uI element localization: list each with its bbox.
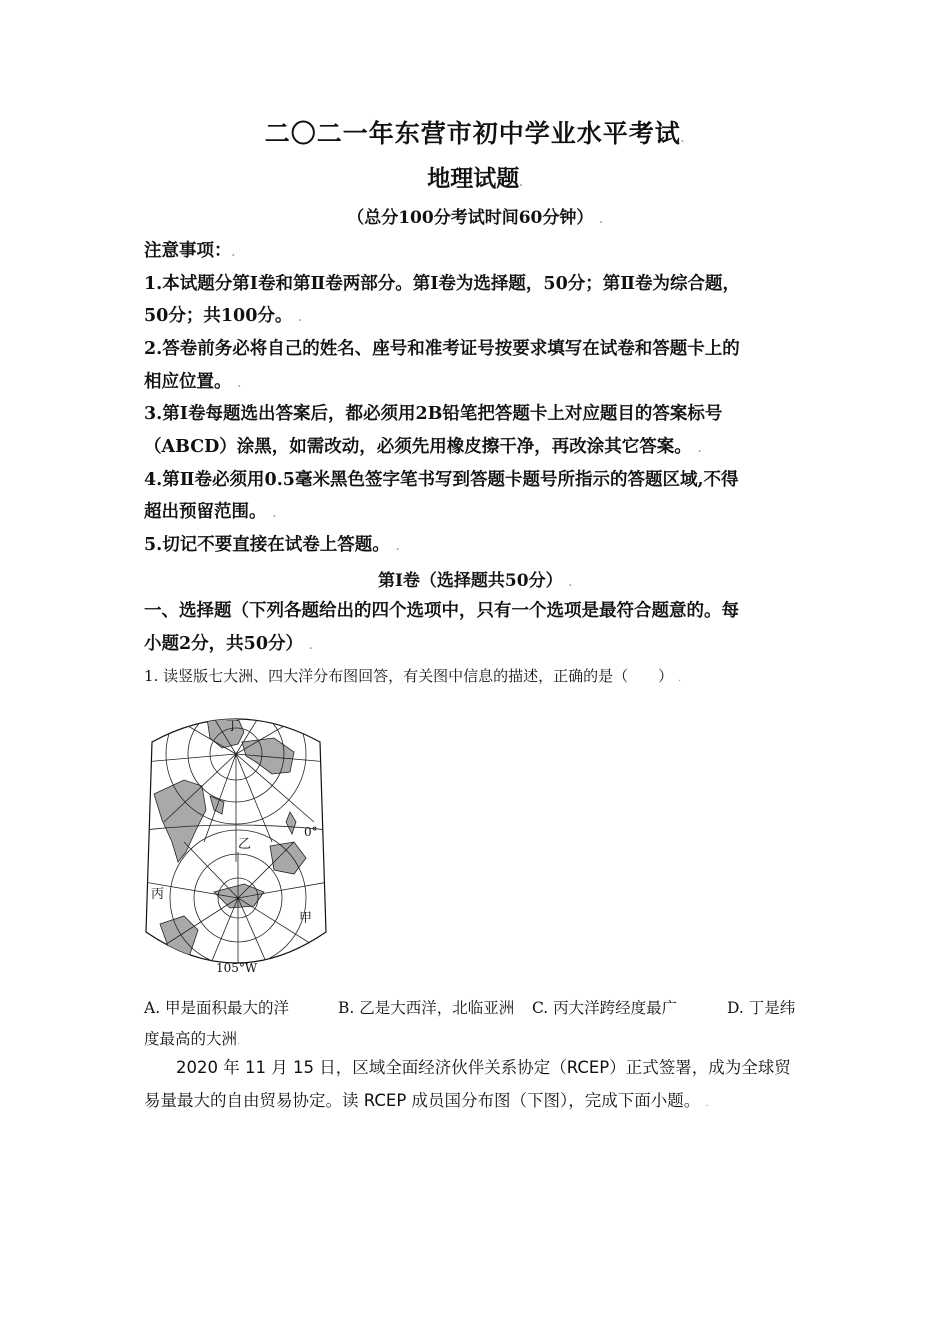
passage-line: 2020 年 11 月 15 日，区域全面经济伙伴关系协定（RCEP）正式签署，成为全球贸 <box>176 1058 791 1077</box>
note-line: 相应位置。 . <box>144 372 242 392</box>
option-d: D. 丁是纬 <box>727 999 796 1017</box>
note-line: 超出预留范围。 . <box>144 502 277 522</box>
world-map-figure <box>144 702 328 980</box>
option-d-continued: 度最高的大洲. <box>144 1030 241 1048</box>
map-label-longitude: 105°W <box>216 961 258 975</box>
note-line: （ABCD）涂黑，如需改动，必须先用橡皮擦干净，再改涂其它答案。 . <box>144 437 702 457</box>
option-b: B. 乙是大西洋，北临亚洲 <box>338 999 515 1017</box>
note-line: 3.第Ⅰ卷每题选出答案后，都必须用2B铅笔把答题卡上对应题目的答案标号 <box>144 404 723 424</box>
map-label-ding: 丁 <box>226 719 240 734</box>
note-line: 1.本试题分第Ⅰ卷和第Ⅱ卷两部分。第Ⅰ卷为选择题，50分；第Ⅱ卷为综合题， <box>144 274 740 294</box>
section-title: 第Ⅰ卷（选择题共50分） . <box>377 571 572 591</box>
map-label-yi: 乙 <box>238 837 252 852</box>
option-c: C. 丙大洋跨经度最广 <box>532 999 678 1017</box>
exam-title: 二〇二一年东营市初中学业水平考试. <box>264 119 686 148</box>
exam-info: （总分100分考试时间60分钟） . <box>347 208 603 228</box>
section-heading: 一、选择题（下列各题给出的四个选项中，只有一个选项是最符合题意的。每 <box>144 601 739 621</box>
question-1-stem: 1. 读竖版七大洲、四大洋分布图回答，有关图中信息的描述，正确的是（ ） . <box>144 667 682 685</box>
section-heading: 小题2分，共50分） . <box>144 634 313 654</box>
map-label-jia: 甲 <box>299 911 313 926</box>
note-line: 4.第Ⅱ卷必须用0.5毫米黑色签字笔书写到答题卡题号所指示的答题区域,不得 <box>144 470 739 490</box>
option-a: A. 甲是面积最大的洋 <box>144 999 290 1017</box>
notes-heading: 注意事项：. <box>144 241 235 261</box>
map-label-equator: 0° <box>304 825 318 839</box>
note-line: 5.切记不要直接在试卷上答题。 . <box>144 535 400 555</box>
note-line: 50分；共100分。 . <box>144 306 302 326</box>
map-label-bing: 丙 <box>151 887 165 902</box>
subject-title: 地理试题. <box>427 165 523 192</box>
note-line: 2.答卷前务必将自己的姓名、座号和准考证号按要求填写在试卷和答题卡上的 <box>144 339 740 359</box>
passage-line: 易量最大的自由贸易协定。读 RCEP 成员国分布图（下图），完成下面小题。 . <box>144 1091 709 1110</box>
